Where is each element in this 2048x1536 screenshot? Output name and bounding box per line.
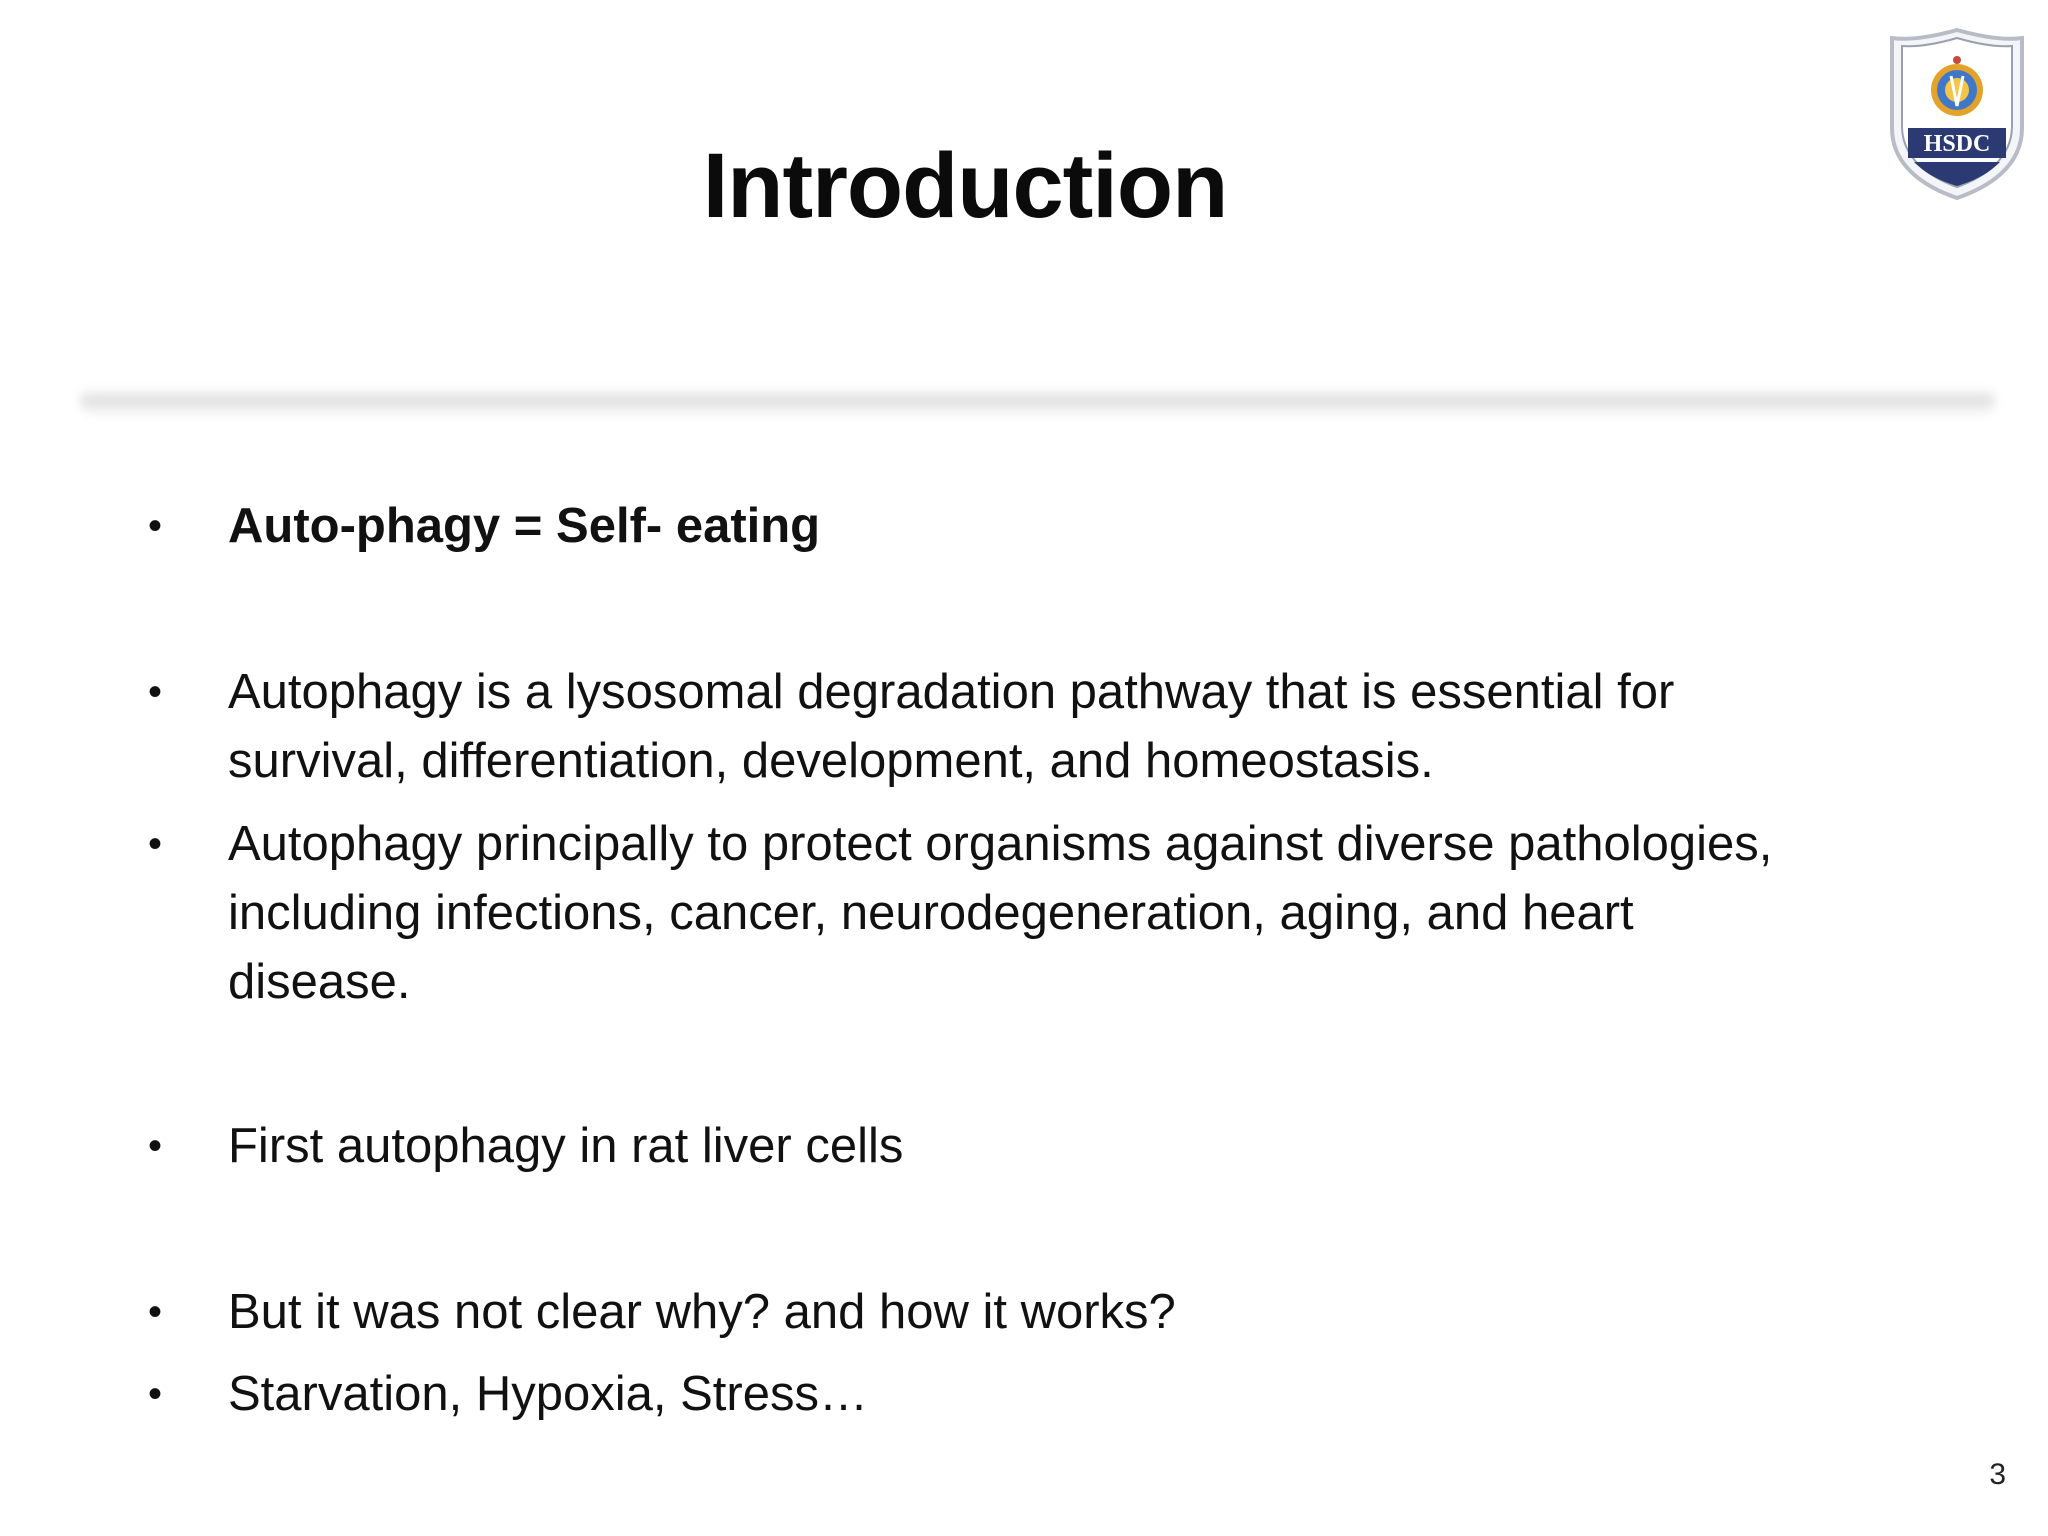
logo-text: HSDC bbox=[1923, 131, 1991, 157]
bullet-text: Auto-phagy = Self- eating bbox=[228, 499, 821, 553]
page-number: 3 bbox=[1989, 1458, 2006, 1491]
bullet-text: Starvation, Hypoxia, Stress… bbox=[228, 1367, 868, 1421]
bullet-dot: • bbox=[148, 1124, 163, 1168]
bullet-text: First autophagy in rat liver cells bbox=[228, 1119, 904, 1173]
bullet-dot: • bbox=[148, 670, 163, 714]
bullet-dot: • bbox=[148, 1372, 163, 1416]
bullet-dot: • bbox=[148, 504, 163, 548]
slide-title: Introduction bbox=[702, 135, 1228, 237]
bullet-text: Autophagy principally to protect organisms against diverse pathologies, including infections, cancer, neurodegeneration, aging, and heart disease. bbox=[228, 817, 1773, 1009]
bullet-list bbox=[148, 0, 1978, 1536]
bullet-text: Autophagy is a lysosomal degradation pathway that is essential for survival, differentiation, development, and homeostasis. bbox=[228, 665, 1675, 788]
bullet-text: But it was not clear why? and how it works? bbox=[228, 1285, 1176, 1339]
bullet-dot: • bbox=[148, 1290, 163, 1334]
bullet-dot: • bbox=[148, 822, 163, 866]
